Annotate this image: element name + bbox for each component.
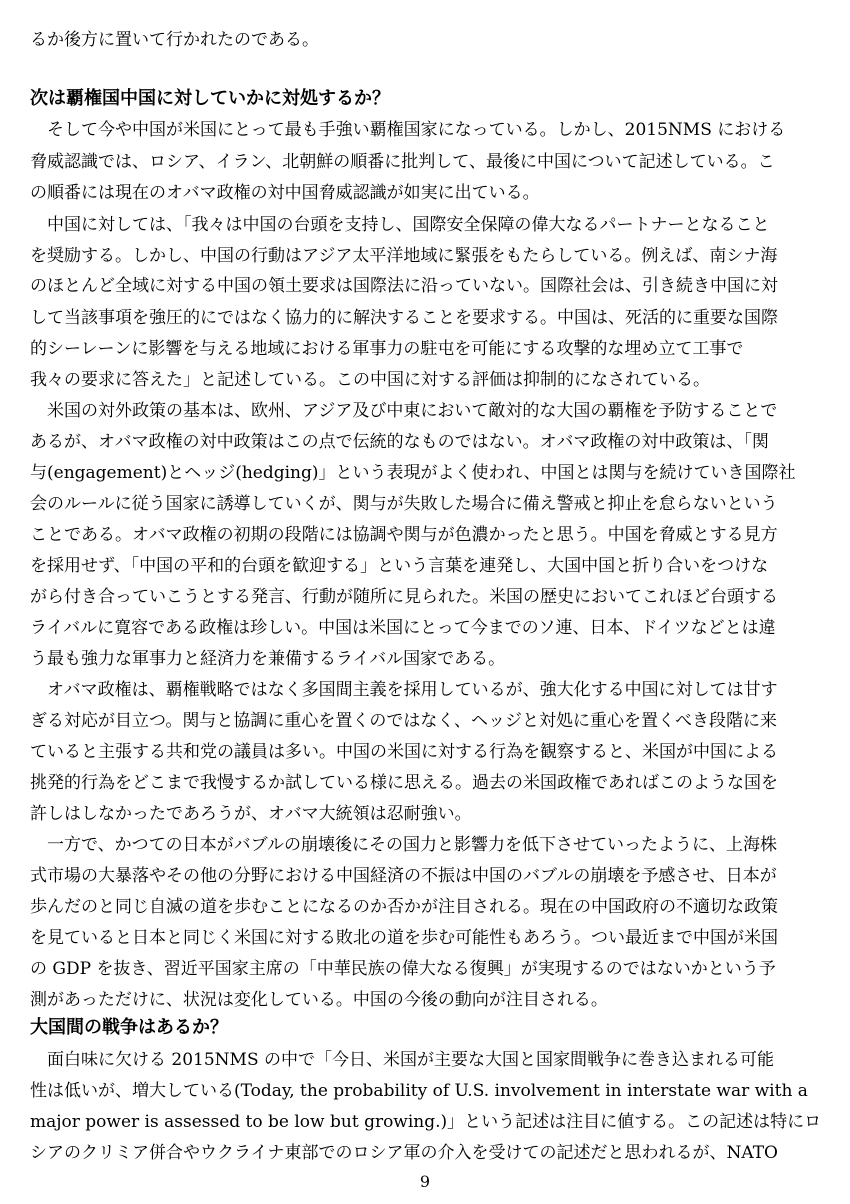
page-number: 9	[419, 1172, 431, 1191]
paragraph-line: 面白味に欠ける 2015NMS の中で「今日、米国が主要な大国と国家間戦争に巻き込まれる可能	[30, 1050, 774, 1070]
paragraph-line: 的シーレーンに影響を与える地域における軍事力の駐屯を可能にする攻撃的な埋め立て工事で	[30, 339, 744, 359]
paragraph-line: 我々の要求に答えた」と記述している。この中国に対する評価は抑制的になされている。	[30, 370, 710, 390]
paragraph-line: シアのクリミア併合やウクライナ東部でのロシア軍の介入を受けての記述だと思われるが、NATO	[30, 1143, 778, 1163]
paragraph-line: るか後方に置いて行かれたのである。	[30, 30, 319, 50]
paragraph-line: あるが、オバマ政権の対中政策はこの点で伝統的なものではない。オバマ政権の対中政策は、「関	[30, 432, 769, 452]
paragraph-line: ことである。オバマ政権の初期の段階には協調や関与が色濃かったと思う。中国を脅威とする見方	[30, 525, 778, 545]
paragraph-line: ぎる対応が目立つ。関与と協調に重心を置くのではなく、ヘッジと対処に重心を置くべき段階に来	[30, 711, 777, 731]
paragraph-line: 性は低いが、増大している(Today, the probability of U.S. involvement in interstate war with a	[30, 1081, 808, 1101]
paragraph-line: 許しはしなかったであろうが、オバマ大統領は忍耐強い。	[30, 804, 472, 824]
paragraph-line: 挑発的行為をどこまで我慢するか試している様に思える。過去の米国政権であればこのような国を	[30, 773, 778, 793]
paragraph-line: 一方で、かつての日本がバブルの崩壊後にその国力と影響力を低下させていったように、上海株	[30, 835, 777, 855]
paragraph-line: 与(engagement)とヘッジ(hedging)」という表現がよく使われ、中国とは関与を続けていき国際社	[30, 463, 796, 483]
paragraph-line: そして今や中国が米国にとって最も手強い覇権国家になっている。しかし、2015NMS における	[30, 120, 786, 140]
paragraph-line: 中国に対しては、「我々は中国の台頭を支持し、国際安全保障の偉大なるパートナーとなること	[30, 215, 770, 235]
paragraph-line: major power is assessed to be low but growing.)」という記述は注目に値する。この記述は特にロ	[30, 1112, 822, 1132]
paragraph-line: のほとんど全域に対する中国の領土要求は国際法に沿っていない。国際社会は、引き続き中国に対	[30, 276, 778, 296]
section-heading-great-power-war: 大国間の戦争はあるか？	[30, 1017, 228, 1038]
paragraph-line: 歩んだのと同じ自滅の道を歩むことになるのか否かが注目される。現在の中国政府の不適切な政策	[30, 897, 778, 917]
paragraph-line: して当該事項を強圧的にではなく協力的に解決することを要求する。中国は、死活的に重要な国際	[30, 308, 778, 328]
paragraph-line: 測があっただけに、状況は変化している。中国の今後の動向が注目される。	[30, 990, 608, 1010]
paragraph-line: ライバルに寛容である政権は珍しい。中国は米国にとって今までのソ連、日本、ドイツなどとは違	[30, 618, 776, 638]
paragraph-line: う最も強力な軍事力と経済力を兼備するライバル国家である。	[30, 649, 506, 669]
paragraph-line: ていると主張する共和党の議員は多い。中国の米国に対する行為を観察すると、米国が中国による	[30, 742, 778, 762]
paragraph-line: 式市場の大暴落やその他の分野における中国経済の不振は中国のバブルの崩壊を予感させ、日本が	[30, 866, 777, 886]
paragraph-line: の順番には現在のオバマ政権の対中国脅威認識が如実に出ている。	[30, 183, 540, 203]
paragraph-line: を奨励する。しかし、中国の行動はアジア太平洋地域に緊張をもたらしている。例えば、南シナ海	[30, 246, 778, 266]
paragraph-line: 脅威認識では、ロシア、イラン、北朝鮮の順番に批判して、最後に中国について記述している。こ	[30, 152, 775, 172]
paragraph-line: 会のルールに従う国家に誘導していくが、関与が失敗した場合に備え警戒と抑止を怠らないという	[30, 494, 778, 514]
paragraph-line: オバマ政権は、覇権戦略ではなく多国間主義を採用しているが、強大化する中国に対しては甘す	[30, 680, 778, 700]
section-heading-china: 次は覇権国中国に対していかに対処するか？	[30, 88, 390, 109]
paragraph-line: 米国の対外政策の基本は、欧州、アジア及び中東において敵対的な大国の覇権を予防することで	[30, 401, 778, 421]
paragraph-line: がら付き合っていこうとする発言、行動が随所に見られた。米国の歴史においてこれほど台頭する	[30, 587, 778, 607]
paragraph-line: を見ていると日本と同じく米国に対する敗北の道を歩む可能性もあろう。つい最近まで中国が米国	[30, 928, 778, 948]
paragraph-line: の GDP を抜き、習近平国家主席の「中華民族の偉大なる復興」が実現するのではないかという予	[30, 959, 776, 979]
paragraph-line: を採用せず、「中国の平和的台頭を歓迎する」という言葉を連発し、大国中国と折り合いをつけな	[30, 556, 769, 576]
